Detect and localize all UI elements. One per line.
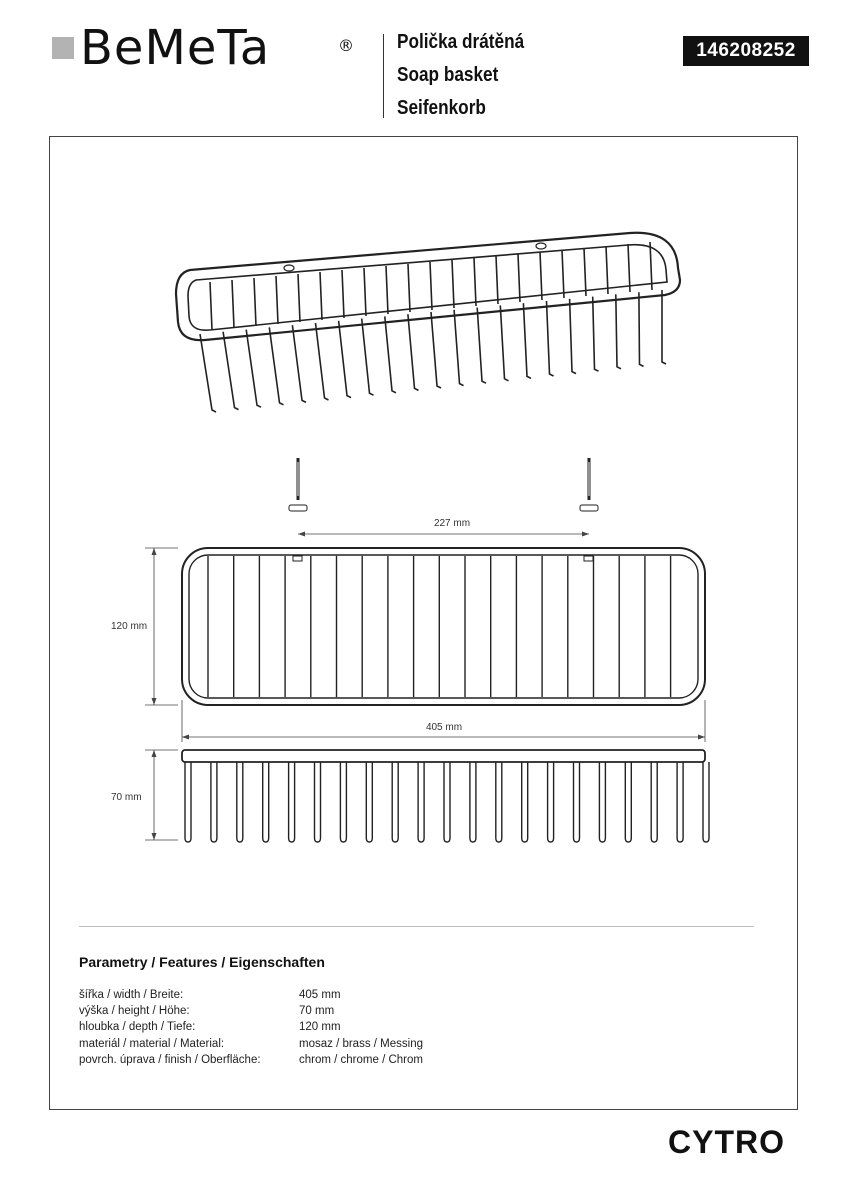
basket-wire xyxy=(454,310,463,386)
basket-back-wire xyxy=(386,266,388,314)
basket-wire xyxy=(292,325,306,402)
basket-leg xyxy=(522,762,528,842)
basket-wire xyxy=(477,308,486,384)
spec-value: mosaz / brass / Messing xyxy=(299,1038,423,1050)
basket-leg xyxy=(496,762,502,842)
basket-leg xyxy=(340,762,346,842)
basket-leg xyxy=(444,762,450,842)
basket-leg xyxy=(574,762,580,842)
basket-perspective-illustration xyxy=(176,233,680,412)
basket-back-wire xyxy=(320,272,322,320)
mount-spacing-dimension xyxy=(298,532,589,537)
basket-back-wire xyxy=(298,274,300,322)
basket-leg xyxy=(418,762,424,842)
basket-leg xyxy=(470,762,476,842)
basket-back-wire xyxy=(496,256,498,304)
basket-wire xyxy=(570,299,576,374)
basket-leg xyxy=(651,762,657,842)
basket-wire xyxy=(662,290,666,364)
basket-leg xyxy=(315,762,321,842)
basket-wire xyxy=(246,330,261,408)
basket-leg xyxy=(211,762,217,842)
basket-wire xyxy=(616,294,621,368)
basket-back-wire xyxy=(430,262,432,310)
depth-label: 120 mm xyxy=(111,621,148,632)
product-code-badge: 146208252 xyxy=(683,36,809,66)
wall-screw-right xyxy=(580,458,598,511)
basket-wire xyxy=(269,327,283,404)
width-label: 405 mm xyxy=(425,722,463,733)
basket-leg xyxy=(599,762,605,842)
product-series-name: CYTRO xyxy=(668,1124,785,1160)
basket-back-wire xyxy=(606,246,608,294)
height-dimension xyxy=(145,750,178,840)
features-heading: Parametry / Features / Eigenschaften xyxy=(79,954,325,970)
basket-leg xyxy=(263,762,269,842)
spec-value: 120 mm xyxy=(299,1021,341,1033)
basket-wire xyxy=(385,316,396,392)
basket-wire xyxy=(431,312,441,388)
basket-back-wire xyxy=(210,282,212,330)
basket-back-wire xyxy=(628,244,630,292)
spec-value: 70 mm xyxy=(299,1005,335,1017)
basket-leg xyxy=(185,762,191,842)
height-label: 70 mm xyxy=(111,792,142,803)
basket-back-wire xyxy=(342,270,344,318)
spec-label: povrch. úprava / finish / Oberfläche: xyxy=(79,1054,261,1066)
registered-mark: ® xyxy=(338,36,354,55)
basket-leg xyxy=(703,762,709,842)
basket-back-wire xyxy=(232,280,234,328)
spec-label: šířka / width / Breite: xyxy=(79,989,184,1001)
mount-spacing-label: 227 mm xyxy=(433,518,471,529)
title-english: Soap basket xyxy=(397,64,499,86)
basket-back-wire xyxy=(254,278,256,326)
basket-back-wire xyxy=(540,252,542,300)
basket-back-wire xyxy=(650,242,652,290)
title-czech: Polička drátěná xyxy=(397,31,525,53)
basket-leg xyxy=(548,762,554,842)
basket-back-wire xyxy=(364,268,366,316)
wall-screw-left xyxy=(289,458,307,511)
basket-wire xyxy=(223,332,238,410)
basket-back-wire xyxy=(408,264,410,312)
section-divider xyxy=(79,926,754,927)
basket-back-wire xyxy=(474,258,476,306)
basket-leg xyxy=(392,762,398,842)
basket-wire xyxy=(500,305,508,380)
basket-leg xyxy=(677,762,683,842)
basket-back-wire xyxy=(584,248,586,296)
spec-label: materiál / material / Material: xyxy=(79,1038,225,1050)
basket-wire xyxy=(339,321,351,398)
depth-dimension xyxy=(145,548,178,705)
basket-back-wire xyxy=(452,260,454,308)
basket-wire xyxy=(362,319,374,396)
basket-top-view xyxy=(182,548,705,705)
basket-back-wire xyxy=(518,254,520,302)
spec-label: výška / height / Höhe: xyxy=(79,1005,190,1017)
basket-front-view xyxy=(182,750,709,842)
spec-label: hloubka / depth / Tiefe: xyxy=(79,1021,196,1033)
basket-wire xyxy=(639,292,644,366)
spec-value: chrom / chrome / Chrom xyxy=(299,1054,423,1066)
title-german: Seifenkorb xyxy=(397,97,486,119)
basket-wire xyxy=(593,297,599,372)
brand-logo: BeMeTa xyxy=(80,20,271,76)
basket-wire xyxy=(200,334,216,412)
basket-wire xyxy=(316,323,329,400)
basket-back-wire xyxy=(276,276,278,324)
basket-leg xyxy=(237,762,243,842)
basket-wire xyxy=(547,301,554,376)
width-dimension xyxy=(182,700,705,742)
basket-back-wire xyxy=(562,250,564,298)
basket-leg xyxy=(625,762,631,842)
spec-value: 405 mm xyxy=(299,989,341,1001)
basket-wire xyxy=(523,303,531,378)
basket-leg xyxy=(289,762,295,842)
basket-leg xyxy=(366,762,372,842)
basket-wire xyxy=(408,314,419,390)
